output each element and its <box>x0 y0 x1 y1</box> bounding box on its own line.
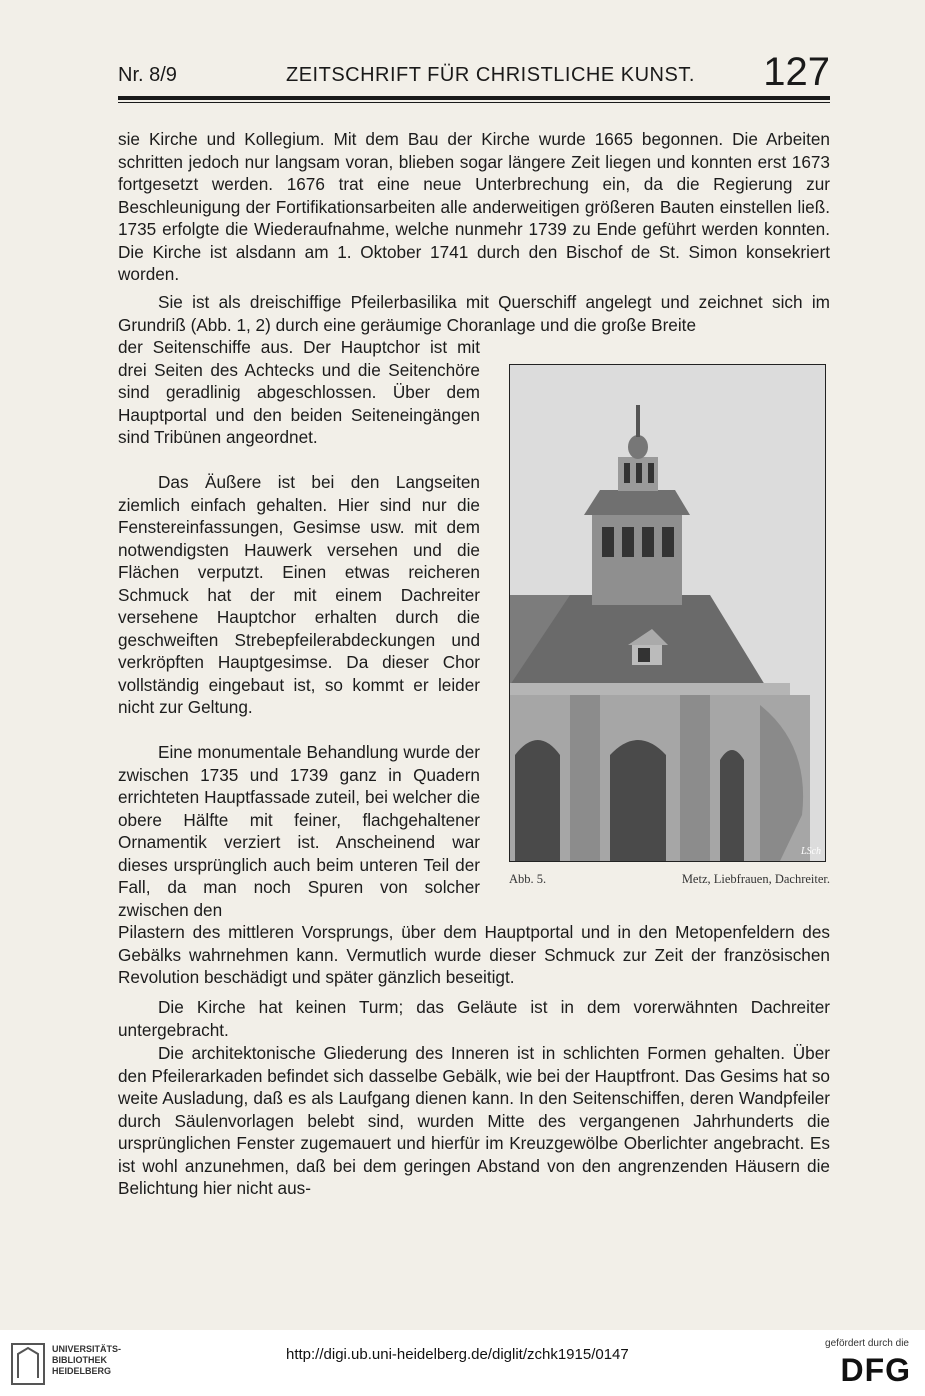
church-dachreiter-illustration <box>510 365 825 861</box>
photographer-signature: LSch <box>801 846 821 857</box>
page-number: 127 <box>763 50 830 94</box>
paragraph-6: Die architektonische Gliederung des Inneren ist in schlichten Formen gehalten. Über den Pfeilerarkaden befindet sich dasselbe Gebälk, wie bei der Hauptfront. Das Gesims hat so weite Ausladung, daß es als Laufgang dienen kann. In den Seitenschiffen, deren Wandpfeiler durch Säulenvorlagen belebt sind, wurden Mitte des vergangenen Jahrhunderts die ursprünglichen Fenster zugemauert und hierfür im Kreuzgewölbe Oberlichter angebracht. Es ist wohl anzunehmen, daß bei dem geringen Abstand von den angrenzenden Häusern die Belichtung hier nicht aus- <box>118 1043 830 1198</box>
paragraph-4-full: Pilastern des mittleren Vorsprungs, über dem Hauptportal und in den Metopenfeldern des Gebälks wahrnehmen kann. Vermutlich wurde dieser Schmuck zur Zeit der französischen Revolution beschädigt und später gänzlich beseitigt. <box>118 922 830 987</box>
journal-title: ZEITSCHRIFT FÜR CHRISTLICHE KUNST. <box>286 64 695 86</box>
funded-by-text: gefördert durch die <box>825 1338 909 1349</box>
paragraph-5: Die Kirche hat keinen Turm; das Geläute ist in dem vorerwähnten Dachreiter untergebracht. <box>118 997 830 1040</box>
dfg-logo: DFG <box>840 1352 911 1388</box>
paragraph-4-column: Eine monumentale Behandlung wurde der zwischen 1735 und 1739 ganz in Quadern errichteten Hauptfassade zuteil, bei welcher die obere Hälfte mit feiner, flachgehaltener Ornamentik verziert ist. Anscheinend war dieses ursprünglich auch beim unteren Teil der Fall, da man noch Spuren von solcher zwischen den <box>118 742 480 920</box>
figure-caption-text: Metz, Liebfrauen, Dachreiter. <box>681 872 830 886</box>
header-rule-thick <box>118 96 830 100</box>
paragraph-1: sie Kirche und Kollegium. Mit dem Bau der Kirche wurde 1665 begonnen. Die Arbeiten schritten jedoch nur langsam voran, blieben sogar längere Zeit liegen und konnten erst 1673 fortgesetzt werden. 1676 trat eine neue Unterbrechung ein, da die Regierung zur Beschleunigung der Fortifikationsarbeiten alle anderweitigen größeren Bauten einstellen ließ. 1735 erfolgte die Wiederaufnahme, welche nunmehr 1739 zu Ende geführt werden konnten. Die Kirche ist alsdann am 1. Oktober 1741 durch den Bischof de St. Simon konsekriert worden. <box>118 129 830 284</box>
issue-number: Nr. 8/9 <box>118 64 177 86</box>
permalink-url[interactable]: http://digi.ub.uni-heidelberg.de/diglit/zchk1915/0147 <box>286 1346 629 1363</box>
paragraph-3-column: Das Äußere ist bei den Langseiten ziemlich einfach gehalten. Hier sind nur die Fenstereinfassungen, Gesimse usw. mit dem notwendigsten Hauwerk versehen und die Flächen verputzt. Einen etwas reicheren Schmuck hat der mit einem Dachreiter versehene Hauptchor erhalten durch die geschweiften Strebepfeilerabdeckungen und verkröpften Hauptgesimse. Da dieser Chor vollständig eingebaut ist, so kommt er leider nicht zur Geltung. <box>118 472 480 717</box>
header-rule-thin <box>118 102 830 103</box>
figure-church-photo <box>509 364 826 862</box>
digitization-footer <box>0 1330 925 1396</box>
university-seal-icon <box>10 1342 46 1391</box>
running-header <box>118 52 830 98</box>
paragraph-2-column: der Seitenschiffe aus. Der Hauptchor ist mit drei Seiten des Achtecks und die Seitenchöre sind geradlinig abgeschlossen. Über dem Hauptportal und den beiden Seiteneingängen sind Tribünen angeordnet. <box>118 337 480 447</box>
figure-label: Abb. 5. <box>509 872 547 886</box>
paragraph-2-full: Sie ist als dreischiffige Pfeilerbasilika mit Querschiff angelegt und zeichnet sich im Grundriß (Abb. 1, 2) durch eine geräumige Choranlage und die große Breite <box>118 292 830 335</box>
library-name: UNIVERSITÄTS- BIBLIOTHEK HEIDELBERG <box>52 1344 122 1376</box>
